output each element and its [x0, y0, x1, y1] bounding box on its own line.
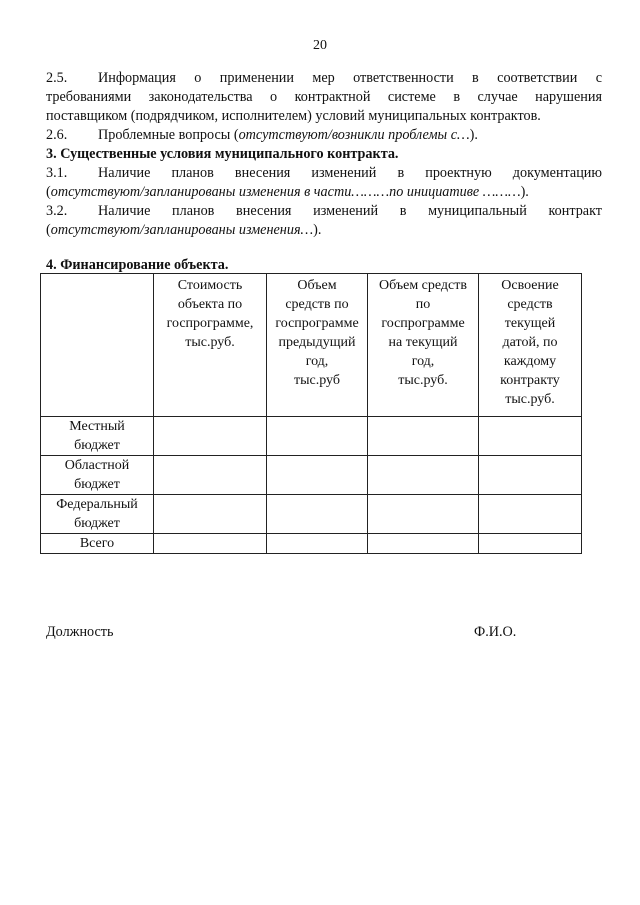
table-cell — [154, 456, 267, 495]
table-header-blank — [41, 274, 154, 417]
table-row — [41, 456, 582, 495]
table-header-prev-year-text: Объем средств по госпрограмме предыдущий год, тыс.руб — [275, 278, 359, 388]
paragraph-3-2-italic: отсутствуют/запланированы изменения… — [50, 222, 314, 238]
table-cell — [368, 495, 479, 534]
table-cell — [267, 417, 368, 456]
table-row — [41, 495, 582, 534]
paragraph-2-6-text: Проблемные вопросы ( — [98, 127, 239, 143]
table-cell — [267, 456, 368, 495]
table-cell — [267, 495, 368, 534]
row-label-total — [41, 534, 154, 554]
row-label-local-text: Местный бюджет — [69, 419, 125, 453]
table-cell — [154, 417, 267, 456]
row-label-local — [41, 417, 154, 456]
financing-table — [40, 273, 582, 554]
table-cell — [368, 456, 479, 495]
position-label: Должность — [46, 624, 114, 640]
page-number: 20 — [313, 38, 327, 53]
table-row — [41, 534, 582, 554]
paragraph-3-1-open: ( — [46, 184, 51, 200]
table-cell — [154, 534, 267, 554]
table-cell — [479, 495, 582, 534]
paragraph-2-6-number: 2.6. — [46, 127, 68, 143]
table-header-cost-text: Стоимость объекта по госпрограмме, тыс.руб. — [166, 278, 254, 350]
table-cell — [368, 534, 479, 554]
table-header-current-year-text: Объем средств по госпрограмме на текущий год, тыс.руб. — [378, 278, 467, 388]
paragraph-3-1-line-1 — [46, 164, 602, 183]
paragraph-3-1-close: ). — [520, 184, 529, 200]
table-header-cost — [154, 274, 267, 417]
table-header-spent-text: Освоение средств текущей датой, по каждому контракту тыс.руб. — [500, 278, 560, 407]
paragraph-3-2-close: ). — [313, 222, 322, 238]
paragraph-2-6 — [46, 126, 602, 145]
table-cell — [154, 495, 267, 534]
section-3-title: 3. Существенные условия муниципального контракта. — [46, 146, 399, 162]
row-label-total-text: Всего — [79, 536, 115, 551]
paragraph-3-2-text: Наличие планов внесения изменений в муниципальный контракт — [98, 203, 602, 219]
paragraph-3-1-number: 3.1. — [46, 165, 68, 181]
paragraph-2-6-italic: отсутствуют/возникли проблемы с… — [238, 127, 470, 143]
table-cell — [267, 534, 368, 554]
section-4-title: 4. Финансирование объекта. — [46, 257, 229, 273]
full-name-label: Ф.И.О. — [474, 624, 517, 640]
table-cell — [368, 417, 479, 456]
paragraph-3-2-open: ( — [46, 222, 51, 238]
table-cell — [479, 534, 582, 554]
paragraph-2-5-number: 2.5. — [46, 70, 68, 86]
paragraph-3-2-line-2 — [46, 221, 602, 240]
row-label-federal-text: Федеральный бюджет — [56, 497, 138, 531]
table-header-row — [41, 274, 582, 417]
paragraph-3-1-italic: отсутствуют/запланированы изменения в части………по инициативе ……… — [50, 184, 521, 200]
table-header-current-year — [368, 274, 479, 417]
paragraph-2-5-line-2: требованиями законодательства о контрактной системе в случае нарушения — [46, 89, 602, 105]
row-label-federal — [41, 495, 154, 534]
table-row — [41, 417, 582, 456]
paragraph-3-1-line-2 — [46, 183, 602, 202]
table-cell — [479, 456, 582, 495]
row-label-regional-text: Областной бюджет — [64, 458, 130, 492]
paragraph-2-5-line-3: поставщиком (подрядчиком, исполнителем) условий муниципальных контрактов. — [46, 108, 541, 124]
paragraph-3-2-line-1 — [46, 202, 602, 221]
paragraph-2-5-text-1: Информация о применении мер ответственности в соответствии с — [98, 70, 602, 86]
paragraph-2-5-line-1 — [46, 69, 602, 88]
table-header-prev-year — [267, 274, 368, 417]
paragraph-2-6-close: ). — [469, 127, 478, 143]
table-cell — [479, 417, 582, 456]
paragraph-3-1-text: Наличие планов внесения изменений в проектную документацию — [98, 165, 602, 181]
paragraph-3-2-number: 3.2. — [46, 203, 68, 219]
table-header-spent — [479, 274, 582, 417]
row-label-regional — [41, 456, 154, 495]
